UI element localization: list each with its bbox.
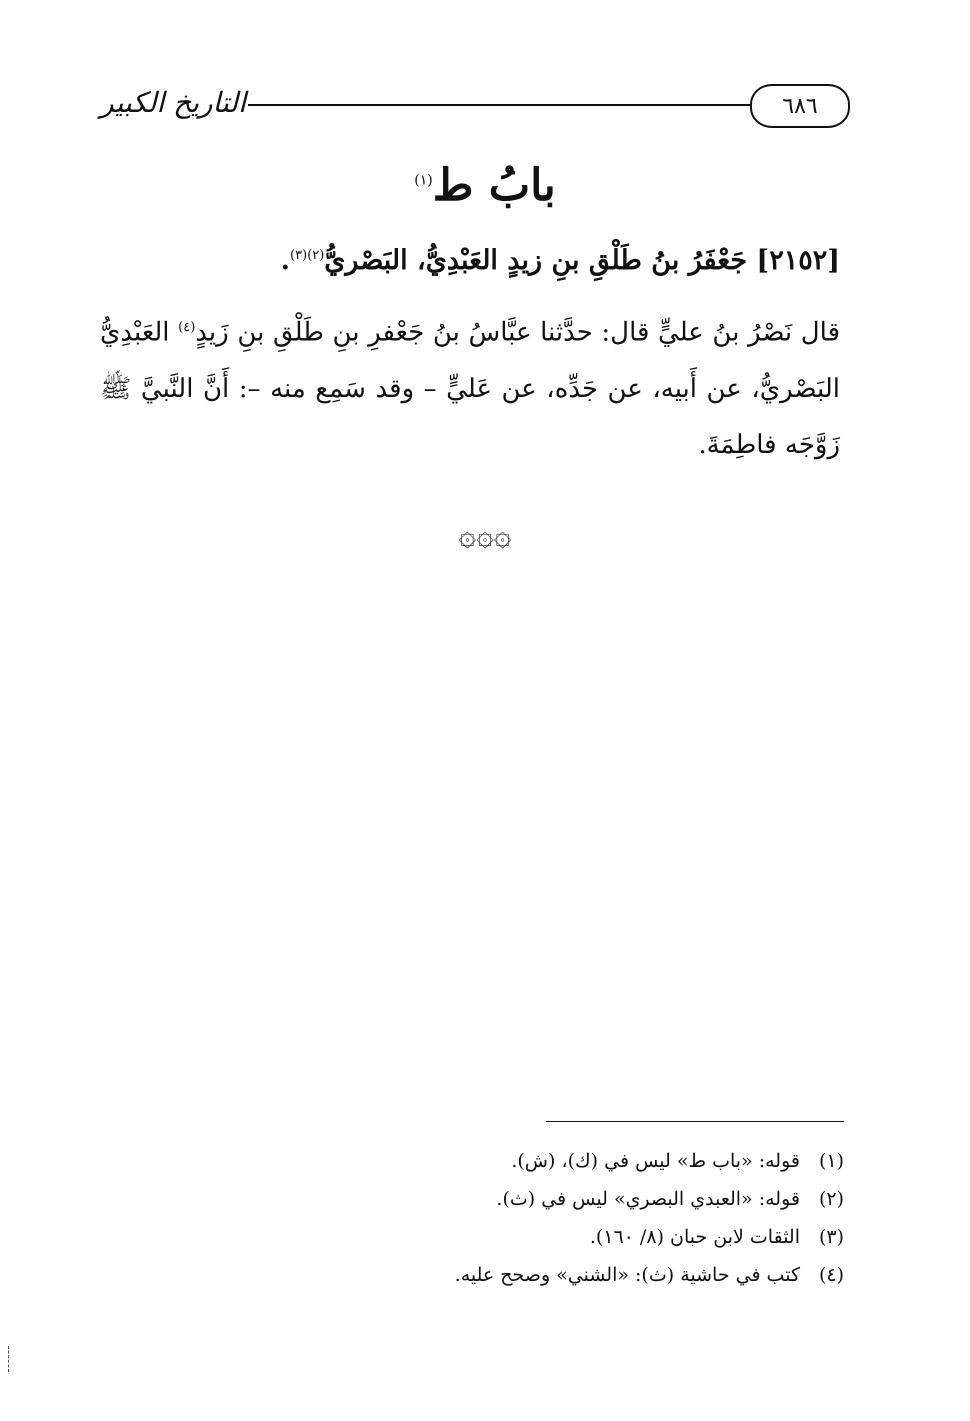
entry-title	[100, 245, 840, 276]
entry-number: [٢١٥٢]	[756, 245, 840, 276]
footnote-number: (٢)	[818, 1188, 844, 1210]
footnote-text: الثقات لابن حبان (٨/ ١٦٠).	[589, 1226, 800, 1248]
footnote-number: (٣)	[818, 1226, 844, 1248]
scan-margin-mark	[8, 1346, 10, 1372]
footnote	[324, 1256, 844, 1294]
entry-body	[100, 300, 840, 473]
footnote	[324, 1180, 844, 1218]
page-header	[100, 84, 850, 134]
section-separator: ۞۞۞	[458, 518, 512, 553]
running-title: التاريخ الكبير	[100, 86, 246, 119]
entry-end: .	[280, 245, 291, 276]
chapter-title: بابُ ط	[432, 160, 556, 211]
header-rule	[248, 104, 754, 106]
footnote-text: قوله: «باب ط» ليس في (ك)، (ش).	[511, 1150, 800, 1172]
footnote-rule	[546, 1121, 844, 1122]
footnote-text: قوله: «العبدي البصري» ليس في (ث).	[496, 1188, 800, 1210]
page-number: ٦٨٦	[750, 84, 850, 128]
footnote-number: (٤)	[818, 1264, 844, 1286]
chapter-heading	[0, 160, 970, 211]
footnote	[324, 1218, 844, 1256]
entry-text-part2: العَبْدِيُّ البَصْريُّ، عن أَبيه، عن جَدِّه، عن عَليٍّ – وقد سَمِع منه –: أَنَّ النَّبيَّ ﷺ زَوَّجَه فاطِمَةَ.	[100, 317, 840, 460]
footnote-text: كتب في حاشية (ث): «الشني» وصحح عليه.	[454, 1264, 800, 1286]
footnote-ref: (٢)(٣)	[290, 248, 325, 263]
footnote-number: (١)	[818, 1150, 844, 1172]
footnote	[324, 1142, 844, 1180]
footnote-ref: (٤)	[178, 320, 196, 335]
footnotes	[324, 1142, 844, 1294]
footnote-ref: (١)	[414, 172, 433, 189]
entry-text-part1: قال نَصْرُ بنُ عليٍّ قال: حدَّثنا عبَّاسُ بنُ جَعْفرِ بنِ طَلْقِ بنِ زَيدٍ	[195, 317, 841, 348]
entry-name: جَعْفَرُ بنُ طَلْقِ بنِ زيدٍ العَبْدِيُّ، البَصْريُّ	[324, 245, 748, 276]
